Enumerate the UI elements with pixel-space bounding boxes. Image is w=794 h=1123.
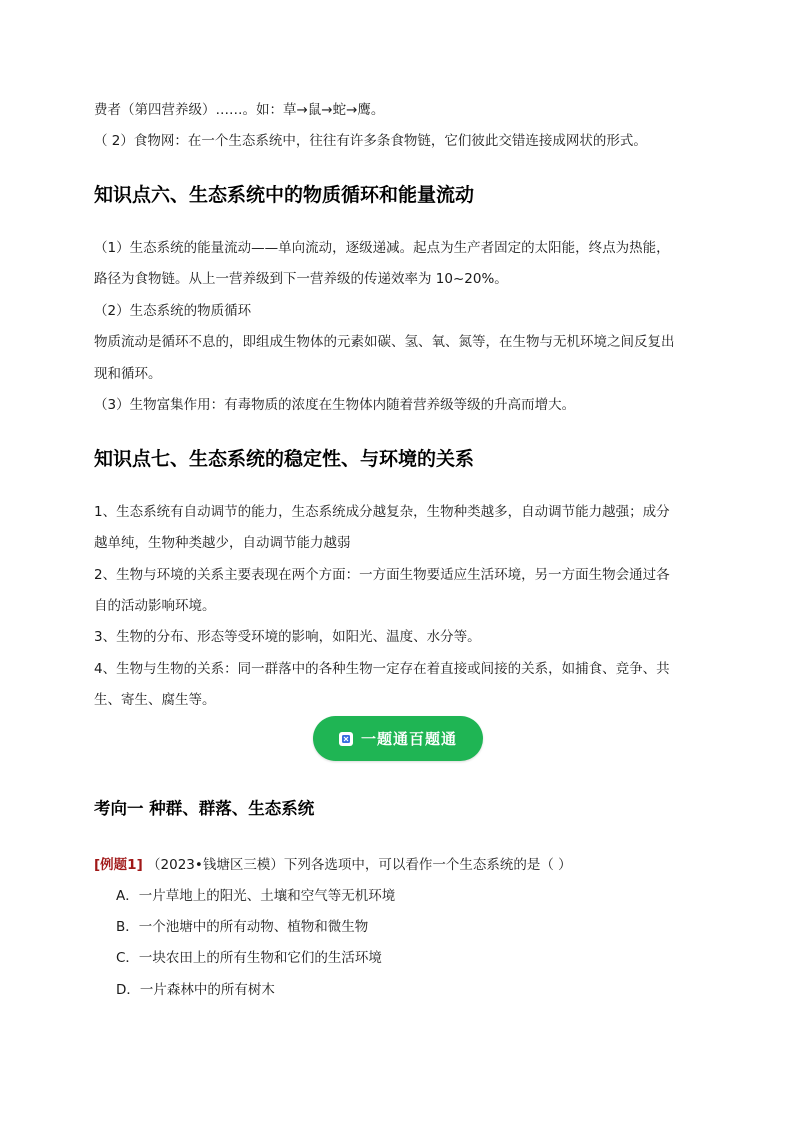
- intro-line-2: （ 2）食物网：在一个生态系统中，往往有许多条食物链，它们彼此交错连接成网状的形式。: [94, 133, 647, 149]
- app-icon: [339, 732, 353, 746]
- direction-1-title: 考向一 种群、群落、生态系统: [94, 799, 315, 818]
- example-1-option-c: C．一块农田上的所有生物和它们的生活环境: [116, 950, 382, 966]
- example-1-option-b: B．一个池塘中的所有动物、植物和微生物: [116, 919, 369, 935]
- section-7-line-2: 越单纯，生物种类越少，自动调节能力越弱: [94, 535, 351, 551]
- section-6-line-5: 现和循环。: [94, 366, 162, 382]
- section-7-line-7: 生、寄生、腐生等。: [94, 692, 216, 708]
- section-6-line-2: 路径为食物链。从上一营养级到下一营养级的传递效率为 10~20%。: [94, 271, 508, 287]
- section-6-line-3: （2）生态系统的物质循环: [94, 303, 252, 319]
- section-6-line-4: 物质流动是循环不息的，即组成生物体的元素如碳、氢、氧、氮等，在生物与无机环境之间反复出: [94, 334, 675, 350]
- example-1-tag: [例题1]: [94, 857, 143, 873]
- section-7-line-6: 4、生物与生物的关系：同一群落中的各种生物一定存在着直接或间接的关系，如捕食、竞争、共: [94, 661, 670, 677]
- section-7-title: 知识点七、生态系统的稳定性、与环境的关系: [94, 448, 475, 470]
- section-7-line-5: 3、生物的分布、形态等受环境的影响，如阳光、温度、水分等。: [94, 629, 481, 645]
- section-6-line-1: （1）生态系统的能量流动——单向流动，逐级递减。起点为生产者固定的太阳能，终点为热能，: [94, 240, 670, 256]
- section-7-line-4: 自的活动影响环境。: [94, 598, 216, 614]
- section-6-title: 知识点六、生态系统中的物质循环和能量流动: [94, 184, 475, 206]
- section-7-line-3: 2、生物与环境的关系主要表现在两个方面：一方面生物要适应生活环境，另一方面生物会通过各: [94, 567, 670, 583]
- one-question-button[interactable]: [313, 716, 483, 761]
- one-question-button-label: 一题通百题通: [360, 730, 457, 748]
- intro-line-1: 费者（第四营养级）……。如：草→鼠→蛇→鹰。: [94, 102, 385, 118]
- section-6-line-6: （3）生物富集作用：有毒物质的浓度在生物体内随着营养级等级的升高而增大。: [94, 397, 576, 413]
- section-7-line-1: 1、生态系统有自动调节的能力，生态系统成分越复杂，生物种类越多，自动调节能力越强；成分: [94, 504, 670, 520]
- example-1-option-d: D．一片森林中的所有树木: [116, 982, 275, 998]
- example-1-option-a: A．一片草地上的阳光、土壤和空气等无机环境: [116, 888, 396, 904]
- example-1-stem-line: [94, 855, 704, 875]
- example-1-stem: （2023•钱塘区三模）下列各选项中，可以看作一个生态系统的是（ ）: [147, 857, 572, 873]
